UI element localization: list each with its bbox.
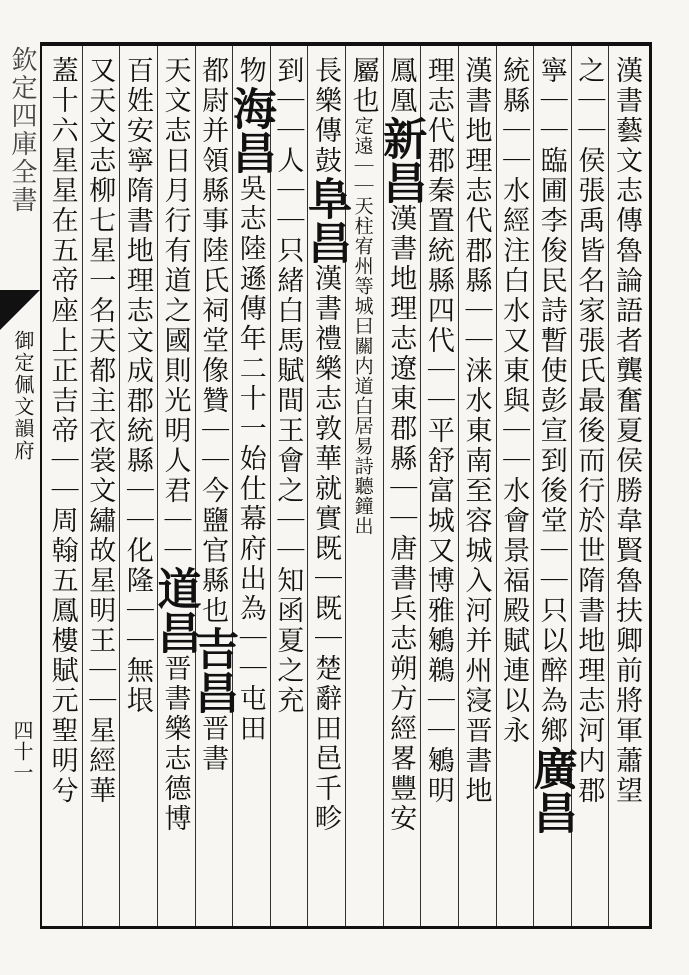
text-column xyxy=(187,56,239,924)
fold-page-number: 四十一 xyxy=(10,720,34,783)
headword: 廣昌 xyxy=(525,746,577,834)
text-column xyxy=(375,56,427,924)
headword: 道昌 xyxy=(149,566,201,654)
text-column xyxy=(224,56,276,924)
text-column xyxy=(149,56,201,924)
column-text: 百姓安寧隋書地理志文成郡統縣｜｜ xyxy=(121,56,153,536)
text-column xyxy=(300,56,351,924)
column-text: 長樂傳鼓 xyxy=(310,56,341,176)
headword: 阜昌 xyxy=(300,176,351,264)
column-text: 鳳凰 xyxy=(385,56,417,116)
column-text: 到｜｜ xyxy=(272,56,304,146)
column-text: 理志代郡秦置統縣四代｜｜平舒富城又博雅鵴鵜｜｜鵴明 xyxy=(422,56,454,806)
text-column xyxy=(458,56,496,924)
top-border-rule xyxy=(40,42,652,46)
headword: 新昌 xyxy=(375,116,427,204)
text-column xyxy=(119,56,157,924)
column-text: 寧｜｜臨圃李俊民詩暫使彭宣到後堂｜｜只以醉為鄉 xyxy=(535,56,567,746)
column-text: 天文志日月行有道之國則光明人君｜｜ xyxy=(159,56,191,566)
column-text: 都尉并領縣事陸氏祠堂像贊｜｜今鹽官縣也 xyxy=(197,56,229,626)
text-column xyxy=(608,56,646,924)
column-text: 晋書樂志德博 xyxy=(159,654,191,834)
column-text: 人｜｜只緒白馬賦間王會之｜｜知函夏之充 xyxy=(272,146,304,716)
column-text: 統縣｜｜水經注白水又東與｜｜水會景福殿賦連以永 xyxy=(498,56,530,746)
column-text: 漢書地理志代郡縣｜｜涞水東南至容城入河并州寖晋書地 xyxy=(460,56,492,806)
fold-book-title: 欽定四庫全書 xyxy=(7,46,37,214)
bottom-border-rule xyxy=(40,926,652,929)
column-text: 又天文志柳七星一名天都主衣裳文繡故星明王｜｜星經華 xyxy=(84,56,116,806)
fish-tail-mark xyxy=(0,290,40,330)
headword: 海昌 xyxy=(224,86,276,174)
column-text: 漢書藝文志傳魯論語者龔奮夏侯勝韋賢魯扶卿前將軍蕭望 xyxy=(611,56,642,806)
text-column xyxy=(44,56,82,924)
headword: 吉昌 xyxy=(187,626,239,714)
column-text: 屬也 xyxy=(347,56,379,116)
column-text: 吳志陸遜傳年二十一始仕幕府出為｜｜屯田 xyxy=(234,174,266,744)
column-text: 蓋十六星星在五帝座上正吉帝｜｜周翰五鳳樓賦元聖明兮 xyxy=(46,56,78,806)
fold-book-subtitle: 御定佩文韻府 xyxy=(11,330,35,462)
column-text: 漢書禮樂志敦華就實既｜既｜楚辭田邑千畛 xyxy=(310,264,341,834)
column-text: 定遠｜｜天柱宥州等城曰關内道白居易詩聽鐘出 xyxy=(351,116,374,536)
text-column xyxy=(270,56,308,924)
text-column xyxy=(525,56,577,924)
column-text: 化隆｜｜無垠 xyxy=(121,536,153,716)
text-column xyxy=(496,56,534,924)
column-text: 晋書 xyxy=(197,714,229,774)
column-text: 之｜｜侯張禹皆名家張氏最後而行於世隋書地理志河内郡 xyxy=(573,56,605,806)
column-text: 物 xyxy=(234,56,266,86)
text-column xyxy=(82,56,120,924)
right-border-rule xyxy=(649,42,652,929)
column-text: 漢書地理志遼東郡縣｜｜唐書兵志朔方經畧豐安 xyxy=(385,204,417,834)
